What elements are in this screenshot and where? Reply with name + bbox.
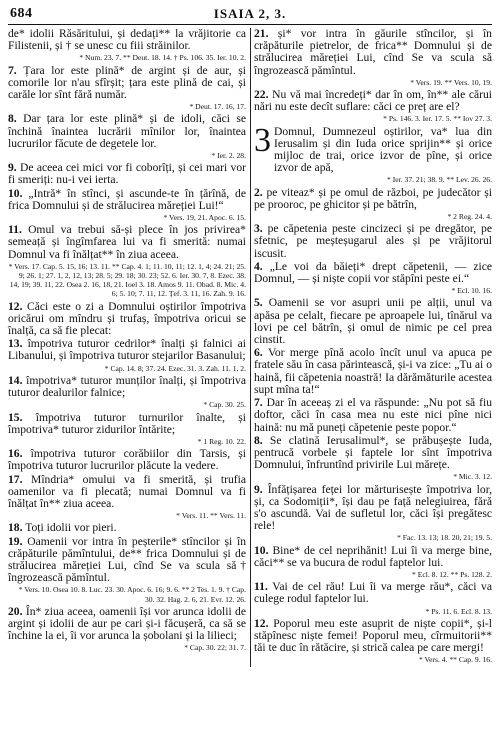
cross-reference: * Cap. 30. 25.: [203, 400, 246, 410]
verse-text: Țara lor este plină* de argint și de aur, și comorile lor n'au sfîrșit; țara este plină de cai, și carăle lor sînt fără număr.: [8, 63, 247, 102]
verse-number: 16.: [8, 447, 23, 461]
cross-reference: * 2 Reg. 24. 4.: [447, 212, 492, 222]
verse-text: și* vor intra în găurile stîncilor, și în crăpăturile pietrelor, de frica** Domnului și de strălucirea măreției Lui, cînd Se va scula să îngrozească pămîntul.: [254, 27, 492, 77]
verse-text: Oamenii se vor asupri unii pe alții, unul va apăsa pe celalt, fiecare pe aproapele lui, tînărul va lovi pe cel bătrîn, și omul de nimic pe cel prea cinstit.: [254, 296, 492, 347]
cross-reference: * Deut. 17. 16, 17.: [189, 102, 246, 112]
verse: [254, 581, 492, 605]
verse-text: Înfățișarea feței lor mărturisește împotriva lor, și, ca Sodomiții*, își dau pe față nelegiuirea, fără s'o ascundă. Vai de sufletul lor, căci își pregătesc rele!: [254, 482, 493, 533]
cross-reference: * 1 Reg. 10. 22.: [197, 436, 246, 446]
verse: [8, 412, 246, 436]
verse-text: Căci este o zi a Domnului oștirilor împotriva oricărui om mîndru și trufaș, împotriva oricui se înalță, ca să fie plecat:: [8, 299, 246, 338]
cross-reference: * Fac. 13. 13; 18. 20, 21; 19. 5.: [397, 533, 492, 543]
verse-text: În* ziua aceea, oamenii își vor arunca idolii de argint și idolii de aur pe cari și-i făcușeră, ca să se închine la ei, îi vor arunca la șobolani și la lilieci;: [8, 604, 246, 643]
verse: [8, 224, 246, 261]
verse: [8, 338, 246, 362]
verse: [8, 606, 246, 643]
column-divider: [250, 28, 251, 667]
verse-text: Oamenii vor intra în peșterile* stîncilor și în crăpăturile pămîntului, de** frica Domnului și de strălucirea măreției Lui, cînd Se va scula să† îngrozească pămîntul.: [8, 534, 246, 585]
verse: [8, 65, 246, 102]
verse-text: Bine* de cel neprihănit! Lui îi va merge bine, căci** se va bucura de rodul faptelor lui.: [254, 543, 492, 569]
verse-number: 22.: [254, 88, 269, 102]
verse-number: 15.: [8, 410, 23, 424]
verse-number: 3.: [254, 222, 263, 236]
verse-number: 12.: [8, 299, 23, 313]
verse-number: 19.: [8, 534, 23, 548]
verse-text: împotriva tuturor turnurilor înalte, și împotriva* tuturor zidurilor întărite;: [8, 410, 246, 436]
verse-text: împotriva tuturor cedrilor* înalți și falnici ai Libanului, și împotriva tuturor stejarilor Basanului;: [8, 337, 246, 363]
cross-reference: * Vers. 19, 21. Apoc. 6. 15.: [163, 213, 246, 223]
verse-number: 7.: [8, 63, 17, 77]
verse-number: 12.: [254, 616, 269, 630]
verse-text: împotriva tuturor corăbiilor din Tarsis, și împotriva tuturor lucrurilor plăcute la vedere.: [8, 447, 246, 473]
verse-text: împotriva* tuturor munților înalți, și împotriva tuturor dealurilor falnice;: [8, 373, 246, 400]
left-column: [8, 28, 246, 667]
two-column-body: [8, 28, 492, 667]
verse-text: „Intră* în stînci, și ascunde-te în țărînă, de frica Domnului și de strălucirea măreției Lui!“: [8, 186, 246, 212]
verse-text: Dar în aceeaș zi el va răspunde: „Nu pot să fiu doftor, căci în casa mea nu este nici pîne nici haină: nu mă puneți căpetenie peste popor.“: [254, 396, 492, 434]
verse: [254, 545, 492, 569]
verse-number: 5.: [254, 296, 263, 310]
verse: [8, 113, 246, 150]
cross-reference: * Vers. 10. Osea 10. 8. Luc. 23. 30. Apoc. 6. 16; 9. 6. ** 2 Tes. 1. 9. † Cap. 30. 32. Hag. 2. 6, 21. Evr. 12. 26.: [18, 585, 246, 604]
verse-number: 8.: [8, 112, 17, 126]
verse-number: 11.: [254, 580, 268, 594]
verse-number: 8.: [254, 433, 263, 447]
verse-text: De aceea cei mici vor fi coborîți, și cei mari vor fi smeriți: nu-i vei ierta.: [8, 161, 247, 187]
cross-reference: * Vers. 17. Cap. 5. 15, 16; 13. 11. ** Cap. 4. 1; 11. 10, 11; 12. 1, 4; 24. 21; 25. 9; 26. 1; 27. 1, 2, 12, 13; 28. 5; 29. 18; 30. 23; 52. 6. Ier. 30. 7, 8. Ezec. 38. 14, 19; 39. 11, 22. Osea 2. 16, 18, 21. Ioel 3. 18. Amos 9. 11. Obad. 8. Mic. 4. 6; 5. 10; 7. 11, 12. Țef. 3. 11, 16. Zah. 9. 16.: [8, 261, 246, 299]
verse: [8, 375, 246, 399]
verse-number: 2.: [254, 185, 263, 199]
verse: [8, 536, 246, 585]
verse: [254, 187, 492, 211]
page-header: [8, 4, 492, 25]
verse-text: „Le voi da băieți* drept căpetenii, — zice Domnul, — și niște copii vor stăpîni peste ei.“: [254, 259, 492, 286]
verse-text: Nu vă mai încredeți* dar în om, în** ale cărui nări nu este decît suflare: căci ce preț are el?: [254, 88, 493, 114]
verse: [254, 223, 492, 260]
cross-reference: * Cap. 30. 22; 31. 7.: [184, 643, 246, 653]
chapter-number: 3: [254, 121, 271, 159]
verse: [8, 28, 246, 52]
verse: [8, 474, 246, 511]
verse-text: Mîndria* omului va fi smerită, și trufia oamenilor va fi plecată; numai Domnul va fi înălțat în** ziua aceea.: [8, 472, 246, 510]
cross-reference: * Ecl. 8. 12. ** Ps. 128. 2.: [412, 569, 492, 579]
cross-reference: * Cap. 14. 8; 37. 24. Ezec. 31. 3. Zah. 11. 1, 2.: [104, 363, 246, 373]
verse: [8, 188, 246, 212]
verse: [254, 89, 492, 113]
cross-reference: * Ier. 2. 28.: [211, 151, 246, 161]
cross-reference: * Vers. 11. ** Vers. 11.: [176, 511, 246, 521]
verse: [8, 448, 246, 472]
verse-number: 11.: [8, 223, 22, 237]
cross-reference: * Vers. 19. ** Vers. 10, 19.: [410, 77, 492, 87]
verse-number: 10.: [254, 543, 269, 557]
verse-number: 6.: [254, 346, 263, 360]
verse-text: de* idolii Răsăritului, și dedați** la vrăjitorie ca Filistenii, și † se unesc cu fiii străinilor.: [8, 27, 246, 53]
verse-text: Se clatină Ierusalimul*, se prăbușește Iuda, pentrucă vorbele și faptele lor sînt împotriva Domnului, înfruntînd privirile Lui mărețe.: [254, 433, 492, 472]
running-head: ISAIA 2, 3.: [213, 6, 287, 21]
verse-text: Vai de cel rău! Lui îi va merge rău*, căci va culege rodul faptelor lui.: [254, 580, 492, 606]
page-number: 684: [10, 6, 33, 21]
verse-number: 20.: [8, 604, 23, 618]
verse-text: pe viteaz* și pe omul de război, pe judecător și pe prooroc, pe ghicitor și pe bătrîn,: [254, 185, 492, 211]
verse-number: 7.: [254, 396, 263, 410]
verse: [254, 618, 492, 655]
verse-number: 9.: [254, 482, 263, 496]
verse-text: Domnul, Dumnezeul oștirilor, va* lua din Ierusalim și din Iuda orice sprijin** și orice mijloc de trai, orice izvor de pîne, și orice izvor de apă,: [274, 124, 492, 175]
verse-text: Toți idolii vor pieri.: [25, 521, 117, 535]
verse-number: 10.: [8, 186, 23, 200]
verse-text: Vor merge pînă acolo încît unul va apuca pe fratele său în casa părintească, și-i va zice: „Tu ai o haină, fii căpetenia noastră! Ia dărămăturile acestea supt mîna ta!“: [254, 346, 492, 396]
verse: [254, 435, 492, 472]
cross-reference: * Num. 23. 7. ** Deut. 18. 14. † Ps. 106. 35. Ier. 10. 2.: [79, 53, 246, 63]
right-column: [254, 28, 492, 667]
verse-number: 18.: [8, 521, 23, 535]
verse: [254, 397, 492, 434]
verse: [8, 522, 246, 534]
verse: [254, 261, 492, 285]
cross-reference: * Mic. 3. 12.: [453, 472, 492, 482]
verse: [254, 347, 492, 396]
verse-text: pe căpetenia peste cincizeci și pe dregător, pe sfetnic, pe meșteșugarul ales și pe vrăjitorul iscusit.: [254, 222, 493, 260]
chapter-start: [254, 121, 492, 175]
cross-reference: * Ecl. 10. 16.: [451, 286, 492, 296]
verse-number: 14.: [8, 373, 23, 387]
verse: [8, 162, 246, 186]
verse: [8, 301, 246, 338]
verse-text: Omul va trebui să-și plece în jos privirea* semeață și îngîmfarea lui va fi smerită: numai Domnul va fi înălțat** în ziua aceea.: [8, 223, 246, 261]
cross-reference: * Ps. 146. 3. Ier. 17. 5. ** Iov 27. 3.: [383, 114, 492, 124]
cross-reference: * Vers. 4. ** Cap. 9. 16.: [418, 655, 492, 665]
verse: [254, 297, 492, 346]
verse-number: 17.: [8, 472, 23, 486]
verse-number: 13.: [8, 337, 23, 351]
cross-reference: * Ier. 37. 21; 38. 9. ** Lev. 26. 26.: [387, 175, 492, 185]
verse-text: Poporul meu este asuprit de niște copii*, și-l stăpînesc niște femei! Poporul meu, cîrmuitorii** tăi te duc în rătăcire, și strică calea pe care mergi!: [254, 616, 492, 655]
verse-number: 4.: [254, 259, 263, 273]
cross-reference: * Ps. 11. 6. Ecl. 8. 13.: [425, 606, 492, 616]
verse-number: 21.: [254, 27, 269, 40]
verse: [254, 484, 492, 533]
verse-number: 9.: [8, 161, 17, 175]
verse: [254, 28, 492, 77]
verse-text: Dar țara lor este plină* și de idoli, căci se închină înaintea lucrării mînilor lor, înaintea lucrurilor făcute de degetele lor.: [8, 112, 246, 150]
